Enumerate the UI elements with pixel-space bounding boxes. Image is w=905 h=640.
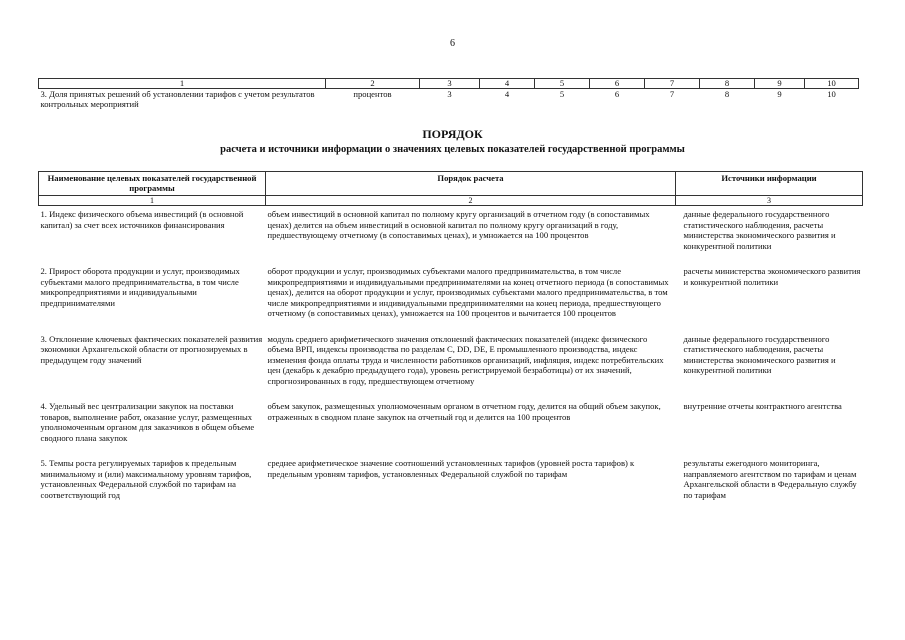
col-number: 9 (755, 79, 805, 89)
indicator-value: 10 (827, 89, 836, 99)
header-calculation-order: Порядок расчета (266, 172, 676, 196)
col-number: 4 (480, 79, 535, 89)
indicator-value: 9 (777, 89, 782, 99)
col-number: 2 (326, 79, 420, 89)
header-indicator-name: Наименование целевых показателей государственной программы (39, 172, 266, 196)
col-number: 6 (590, 79, 645, 89)
indicator-value: 8 (724, 89, 730, 99)
indicator-value: 6 (614, 89, 620, 99)
information-source: данные федерального государственного статистического наблюдения, расчеты министерства экономического развития и конкурентной политики (683, 209, 836, 251)
indicator-name: 2. Прирост оборота продукции и услуг, производимых субъектами малого предпринимательства, в том числе микропредприятиями и индивидуальными предпринимателями (40, 266, 240, 308)
calculation-method: модуль среднего арифметического значения отклонений фактических показателей (индекс физического объема ВРП, индексы производства по разделам C, DD, DE, E промышленного производства, индекс изменения фонда оплаты труда и численности работников организаций, инфляция, индекс потребительских цен (декабрь к декабрю предыдущего года), уровень регистрируемой безработицы) от их значений, спрогнозированных в году, предшествующем отчетному (267, 333, 664, 386)
indicator-unit: процентов (353, 89, 392, 99)
indicator-value: 7 (669, 89, 675, 99)
calculation-method: оборот продукции и услуг, производимых субъектами малого предпринимательства, в том числе микропредприятиями и индивидуальными предпринимателями на конец отчетного периода (в сопоставимых ценах), делится на оборот продукции и услуг, производимых субъектами малого предпринимательства, в том числе микропредприятиями и индивидуальными предпринимателями на конец периода, предшествующего отчетному (в сопоставимых ценах), умножается на 100 процентов и вычитается 100 процентов (267, 266, 669, 318)
table-row (39, 455, 863, 512)
indicator-name: 5. Темпы роста регулируемых тарифов к предельным минимальному и (или) максимальному уровням тарифов, установленных Федеральной службой по тарифам на соответствующий год (40, 458, 252, 500)
table-row (39, 331, 863, 399)
column-number-row (39, 196, 863, 206)
calculation-order-table (38, 171, 863, 512)
col-number: 7 (645, 79, 700, 89)
calculation-method: объем инвестиций в основной капитал по полному кругу организаций в отчетном году (в сопоставимых ценах) делится на объем инвестиций в основной капитал по полному кругу организаций в году, предшествующему отчетному (в сопоставимых ценах), и умножается на 100 процентов (267, 209, 650, 240)
calculation-method: объем закупок, размещенных уполномоченным органом в отчетном году, делится на общий объем закупок, отраженных в сводном плане закупок на отчетный год и делится на 100 процентов (267, 401, 661, 422)
indicator-value: 5 (559, 89, 565, 99)
col-number: 5 (535, 79, 590, 89)
title-main: ПОРЯДОК (422, 127, 483, 141)
information-source: данные федерального государственного статистического наблюдения, расчеты министерства экономического развития и конкурентной политики (683, 333, 836, 375)
information-source: результаты ежегодного мониторинга, направляемого агентством по тарифам и ценам Архангельской области в Федеральную службу по тарифам (683, 458, 857, 500)
col-number: 3 (676, 196, 863, 206)
table-row (39, 398, 863, 455)
table-row (39, 89, 859, 110)
col-number: 10 (805, 79, 859, 89)
col-number: 1 (39, 196, 266, 206)
table-row (39, 206, 863, 264)
section-title (0, 127, 905, 156)
column-number-row (39, 79, 859, 89)
calculation-method: среднее арифметическое значение соотношений установленных тарифов (уровней роста тарифов) к предельным уровням тарифов, установленных Федеральной службой по тарифам (267, 458, 635, 479)
col-number: 1 (39, 79, 326, 89)
col-number: 8 (700, 79, 755, 89)
title-subtitle: расчета и источники информации о значениях целевых показателей государственной программы (220, 144, 685, 155)
indicator-name: 3. Отклонение ключевых фактических показателей развития экономики Архангельской области от прогнозируемых в предыдущем году значений (40, 333, 263, 365)
header-information-sources: Источники информации (676, 172, 863, 196)
information-source: внутренние отчеты контрактного агентства (683, 401, 842, 411)
information-source: расчеты министерства экономического развития и конкурентной политики (683, 266, 861, 287)
col-number: 2 (266, 196, 676, 206)
indicator-name: 1. Индекс физического объема инвестиций (в основной капитал) за счет всех источников финансирования (40, 209, 244, 230)
indicator-name: 3. Доля принятых решений об установлении тарифов с учетом результатов контрольных мероприятий (40, 89, 315, 109)
indicator-name: 4. Удельный вес централизации закупок на поставки товаров, выполнение работ, оказание услуг, размещенных уполномоченным органом для заказчиков в общем объеме сводного плана закупок (40, 401, 255, 443)
indicator-value: 3 (447, 89, 452, 99)
indicator-values-table (38, 78, 859, 109)
page-number: 6 (450, 38, 455, 49)
table-header-row (39, 172, 863, 196)
indicator-value: 4 (504, 89, 510, 99)
table-row (39, 263, 863, 331)
col-number: 3 (420, 79, 480, 89)
